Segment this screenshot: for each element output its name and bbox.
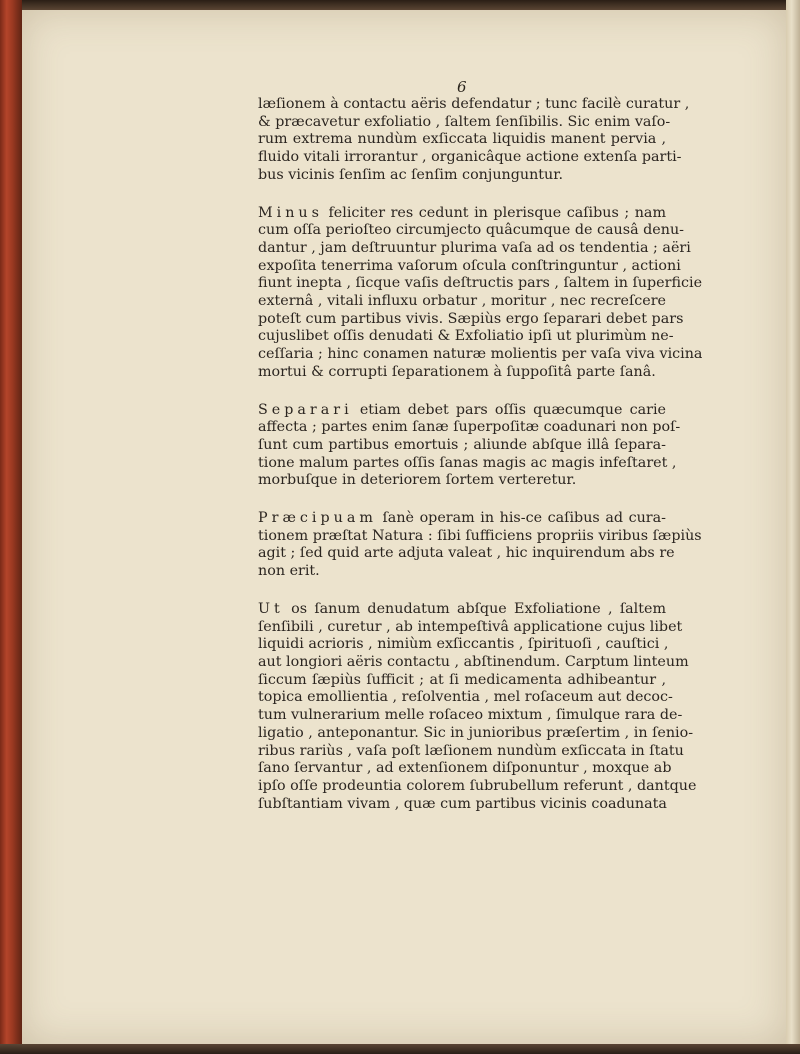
- text-line: ribus rariùs , vaſa poſt læſionem nundùm exſiccata in ſtatu: [258, 742, 684, 759]
- scan-bottom-edge: [0, 1044, 800, 1054]
- text-line: cum oſſa perioſteo circumjecto quâcumque de causâ denu-: [258, 222, 685, 239]
- text-line: mortui & corrupti ſeparationem à ſuppoſitâ parte ſanâ.: [258, 363, 656, 380]
- text-line: ipſo oſſe prodeuntia colorem ſubrubellum referunt , dantque: [258, 777, 697, 794]
- text-line: rum extrema nundùm exſiccata liquidis manent pervia ,: [258, 131, 666, 148]
- paragraph-2: [258, 204, 703, 382]
- text-line: poteſt cum partibus vivis. Sæpiùs ergo ſeparari debet pars: [258, 310, 684, 327]
- text-line: ſano ſervantur , ad extenſionem diſponuntur , moxque ab: [258, 760, 672, 777]
- paragraph-lead-word: Minus: [258, 204, 323, 221]
- text-line: affecta ; partes enim ſanæ ſuperpoſitæ coadunari non poſ-: [258, 419, 681, 436]
- text-line: tum vulnerarium melle roſaceo mixtum , ſimulque rara de-: [258, 707, 683, 724]
- text-line: Separari etiam debet pars oſſis quæcumque carie: [258, 401, 666, 418]
- text-line: & præcavetur exfoliatio , ſaltem ſenſibilis. Sic enim vaſo-: [258, 113, 671, 130]
- scan-top-edge: [0, 0, 800, 10]
- text-line: dantur , jam deſtruuntur plurima vaſa ad os tendentia ; aëri: [258, 239, 691, 256]
- text-line: cujuslibet oſſis denudati & Exfoliatio ipſi ut plurimùm ne-: [258, 328, 674, 345]
- paragraph-lead-word: Præcipuam: [258, 510, 377, 527]
- text-line: tionem præſtat Natura : ſibi ſufficiens propriis viribus ſæpiùs: [258, 527, 702, 544]
- text-line: ligatio , anteponantur. Sic in junioribus præſertim , in ſenio-: [258, 724, 694, 741]
- text-line: morbuſque in deteriorem ſortem verteretur.: [258, 472, 577, 489]
- text-line: Ut os ſanum denudatum abſque Exfoliatione , ſaltem: [258, 600, 666, 617]
- text-line: ſenſibili , curetur , ab intempeſtivâ applicatione cujus libet: [258, 618, 683, 635]
- text-line: externâ , vitali influxu orbatur , moritur , nec recreſcere: [258, 293, 666, 310]
- text-line: ceſſaria ; hinc conamen naturæ molientis per vaſa viva vicina: [258, 346, 703, 363]
- text-line: Præcipuam ſanè operam in his-ce caſibus ad cura-: [258, 510, 666, 527]
- text-line: Minus feliciter res cedunt in plerisque caſibus ; nam: [258, 204, 666, 221]
- text-line: liquidi acrioris , nimiùm exſiccantis , ſpirituoſi , cauſtici ,: [258, 636, 669, 653]
- text-line: topica emollientia , reſolventia , mel roſaceum aut decoc-: [258, 689, 673, 706]
- text-line: ſiccum ſæpiùs ſufficit ; at ſi medicamenta adhibeantur ,: [258, 671, 666, 688]
- text-line: læſionem à contactu aëris defendatur ; tunc facilè curatur ,: [258, 96, 690, 112]
- text-line: tione malum partes oſſis ſanas magis ac magis infeſtaret ,: [258, 454, 677, 471]
- text-line: non erit.: [258, 563, 320, 580]
- text-line: bus vicinis ſenſim ac ſenſim conjunguntur.: [258, 166, 564, 183]
- text-line: agit ; ſed quid arte adjuta valeat , hic inquirendum abs re: [258, 545, 675, 562]
- paragraph-4: [258, 510, 702, 581]
- book-binding: [0, 0, 22, 1054]
- text-line: ſubſtantiam vivam , quæ cum partibus vicinis coadunata: [258, 795, 667, 812]
- body-text: [258, 96, 703, 833]
- page-number: 6: [457, 78, 467, 96]
- paragraph-lead-word: Separari: [258, 401, 353, 418]
- text-line: aut longiori aëris contactu , abſtinendum. Carptum linteum: [258, 653, 689, 670]
- paragraph-5: [258, 600, 697, 813]
- text-line: ſunt cum partibus emortuis ; aliunde abſque illâ ſepara-: [258, 436, 666, 453]
- page-edges: [786, 0, 800, 1054]
- text-line: fluido vitali irrorantur , organicâque actione extenſa parti-: [258, 149, 682, 166]
- text-line: fiunt inepta , ſicque vaſis deſtructis pars , ſaltem in ſuperficie: [258, 275, 703, 292]
- paragraph-lead-word: Ut: [258, 600, 284, 617]
- text-line: expoſita tenerrima vaſorum oſcula conſtringuntur , actioni: [258, 257, 681, 274]
- paragraph-1: [258, 96, 690, 185]
- paragraph-3: [258, 401, 681, 491]
